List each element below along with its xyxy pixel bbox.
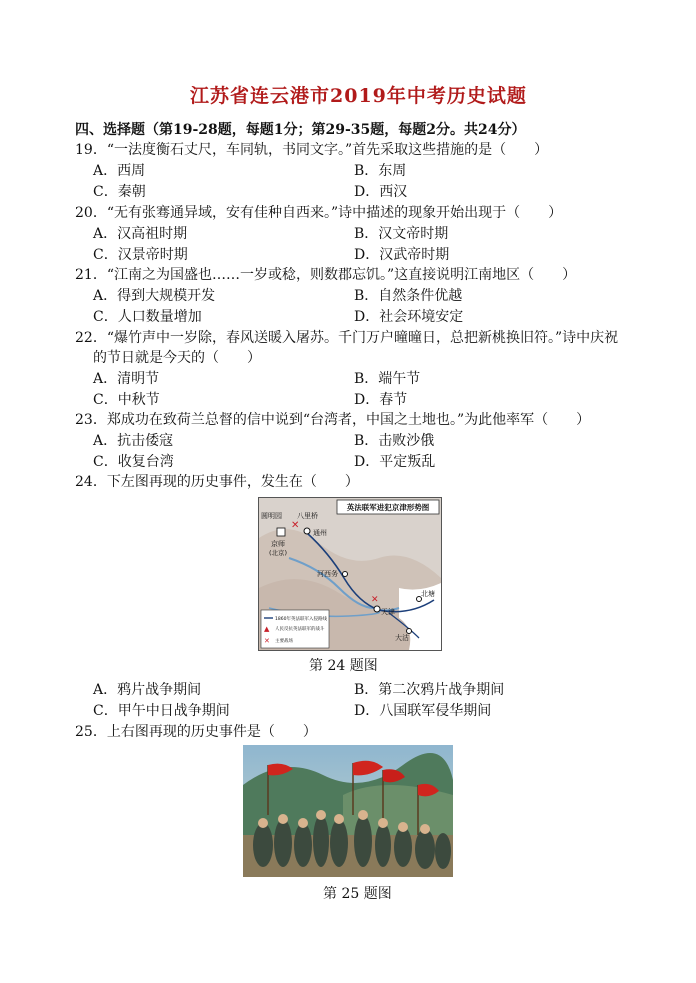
map-label-tongzhou: 通州 — [313, 529, 327, 537]
svg-text:▲: ▲ — [264, 625, 270, 633]
question-21-option-d: D．社会环境安定 — [354, 309, 464, 325]
question-24-option-c: C．甲午中日战争期间 — [93, 703, 230, 719]
question-24-option-d: D．八国联军侵华期间 — [354, 703, 492, 719]
question-19-stem: 19．“一法度衡石丈尺，车同轨，书同文字。”首先采取这些措施的是（ ） — [75, 142, 549, 158]
question-22-stem-line2: 的节日就是今天的（ ） — [93, 350, 261, 366]
map-label-dagu: 大沽 — [395, 634, 409, 642]
question-22-stem-line1: 22．“爆竹声中一岁除，春风送暖入屠苏。千门万户曈曈日，总把新桃换旧符。”诗中庆祝 — [75, 330, 619, 346]
map-label-tianjin: 天津 — [381, 608, 395, 616]
question-25-stem: 25．上右图再现的历史事件是（ ） — [75, 724, 317, 740]
question-23-option-b: B．击败沙俄 — [354, 433, 435, 449]
map-label-beijing: (北京) — [269, 549, 288, 557]
question-22-option-c: C．中秋节 — [93, 392, 160, 408]
question-23-stem: 23．郑成功在致荷兰总督的信中说到“台湾者，中国之土地也。”为此他率军（ ） — [75, 412, 591, 428]
map-legend-route: 1860年英法联军入侵路线 — [275, 617, 327, 622]
question-19-option-b: B．东周 — [354, 163, 407, 179]
question-20-option-a: A．汉高祖时期 — [93, 226, 188, 242]
question-20-option-d: D．汉武帝时期 — [354, 247, 450, 263]
painting-caption: 第 25 题图 — [323, 886, 392, 902]
map-label-yuanmingyuan: 圆明园 — [261, 512, 282, 520]
question-23-option-c: C．收复台湾 — [93, 454, 174, 470]
svg-text:✕: ✕ — [291, 520, 300, 531]
question-23-option-d: D．平定叛乱 — [354, 454, 436, 470]
question-22-option-a: A．清明节 — [93, 371, 160, 387]
question-23-option-a: A．抗击倭寇 — [93, 433, 174, 449]
question-21-option-c: C．人口数量增加 — [93, 309, 202, 325]
map-caption: 第 24 题图 — [309, 658, 378, 674]
svg-text:✕: ✕ — [264, 637, 270, 645]
question-19-option-a: A．西周 — [93, 163, 146, 179]
svg-text:✕: ✕ — [371, 595, 379, 605]
painting-figure — [243, 745, 453, 877]
page-title: 江苏省连云港市2019年中考历史试题 — [190, 85, 527, 107]
question-21-option-a: A．得到大规模开发 — [93, 288, 216, 304]
map-figure — [258, 497, 442, 651]
map-legend-battle: 人民反抗英法联军的战斗 — [275, 627, 325, 632]
map-title: 英法联军进犯京津形势图 — [346, 503, 430, 512]
question-20-option-b: B．汉文帝时期 — [354, 226, 449, 242]
question-19-option-c: C．秦朝 — [93, 184, 146, 200]
question-24-stem: 24．下左图再现的历史事件，发生在（ ） — [75, 474, 359, 490]
question-24-option-a: A．鸦片战争期间 — [93, 682, 202, 698]
question-22-option-b: B．端午节 — [354, 371, 421, 387]
map-label-hexiwu: 河西务 — [317, 570, 338, 578]
question-21-stem: 21．“江南之为国盛也……一岁或稔，则数郡忘饥。”这直接说明江南地区（ ） — [75, 267, 577, 283]
map-label-beitang: 北塘 — [421, 590, 435, 598]
map-label-balizqiao: 八里桥 — [297, 512, 318, 520]
map-legend-main-battlefield: 主要战场 — [275, 639, 293, 644]
question-20-stem: 20．“无有张骞通异域，安有佳种自西来。”诗中描述的现象开始出现于（ ） — [75, 205, 563, 221]
question-20-option-c: C．汉景帝时期 — [93, 247, 188, 263]
question-21-option-b: B．自然条件优越 — [354, 288, 463, 304]
map-label-jingshi: 京师 — [271, 540, 285, 548]
question-19-option-d: D．西汉 — [354, 184, 408, 200]
section-heading: 四、选择题（第19-28题，每题1分；第29-35题，每题2分。共24分） — [75, 122, 526, 138]
question-22-option-d: D．春节 — [354, 392, 408, 408]
question-24-option-b: B．第二次鸦片战争期间 — [354, 682, 505, 698]
